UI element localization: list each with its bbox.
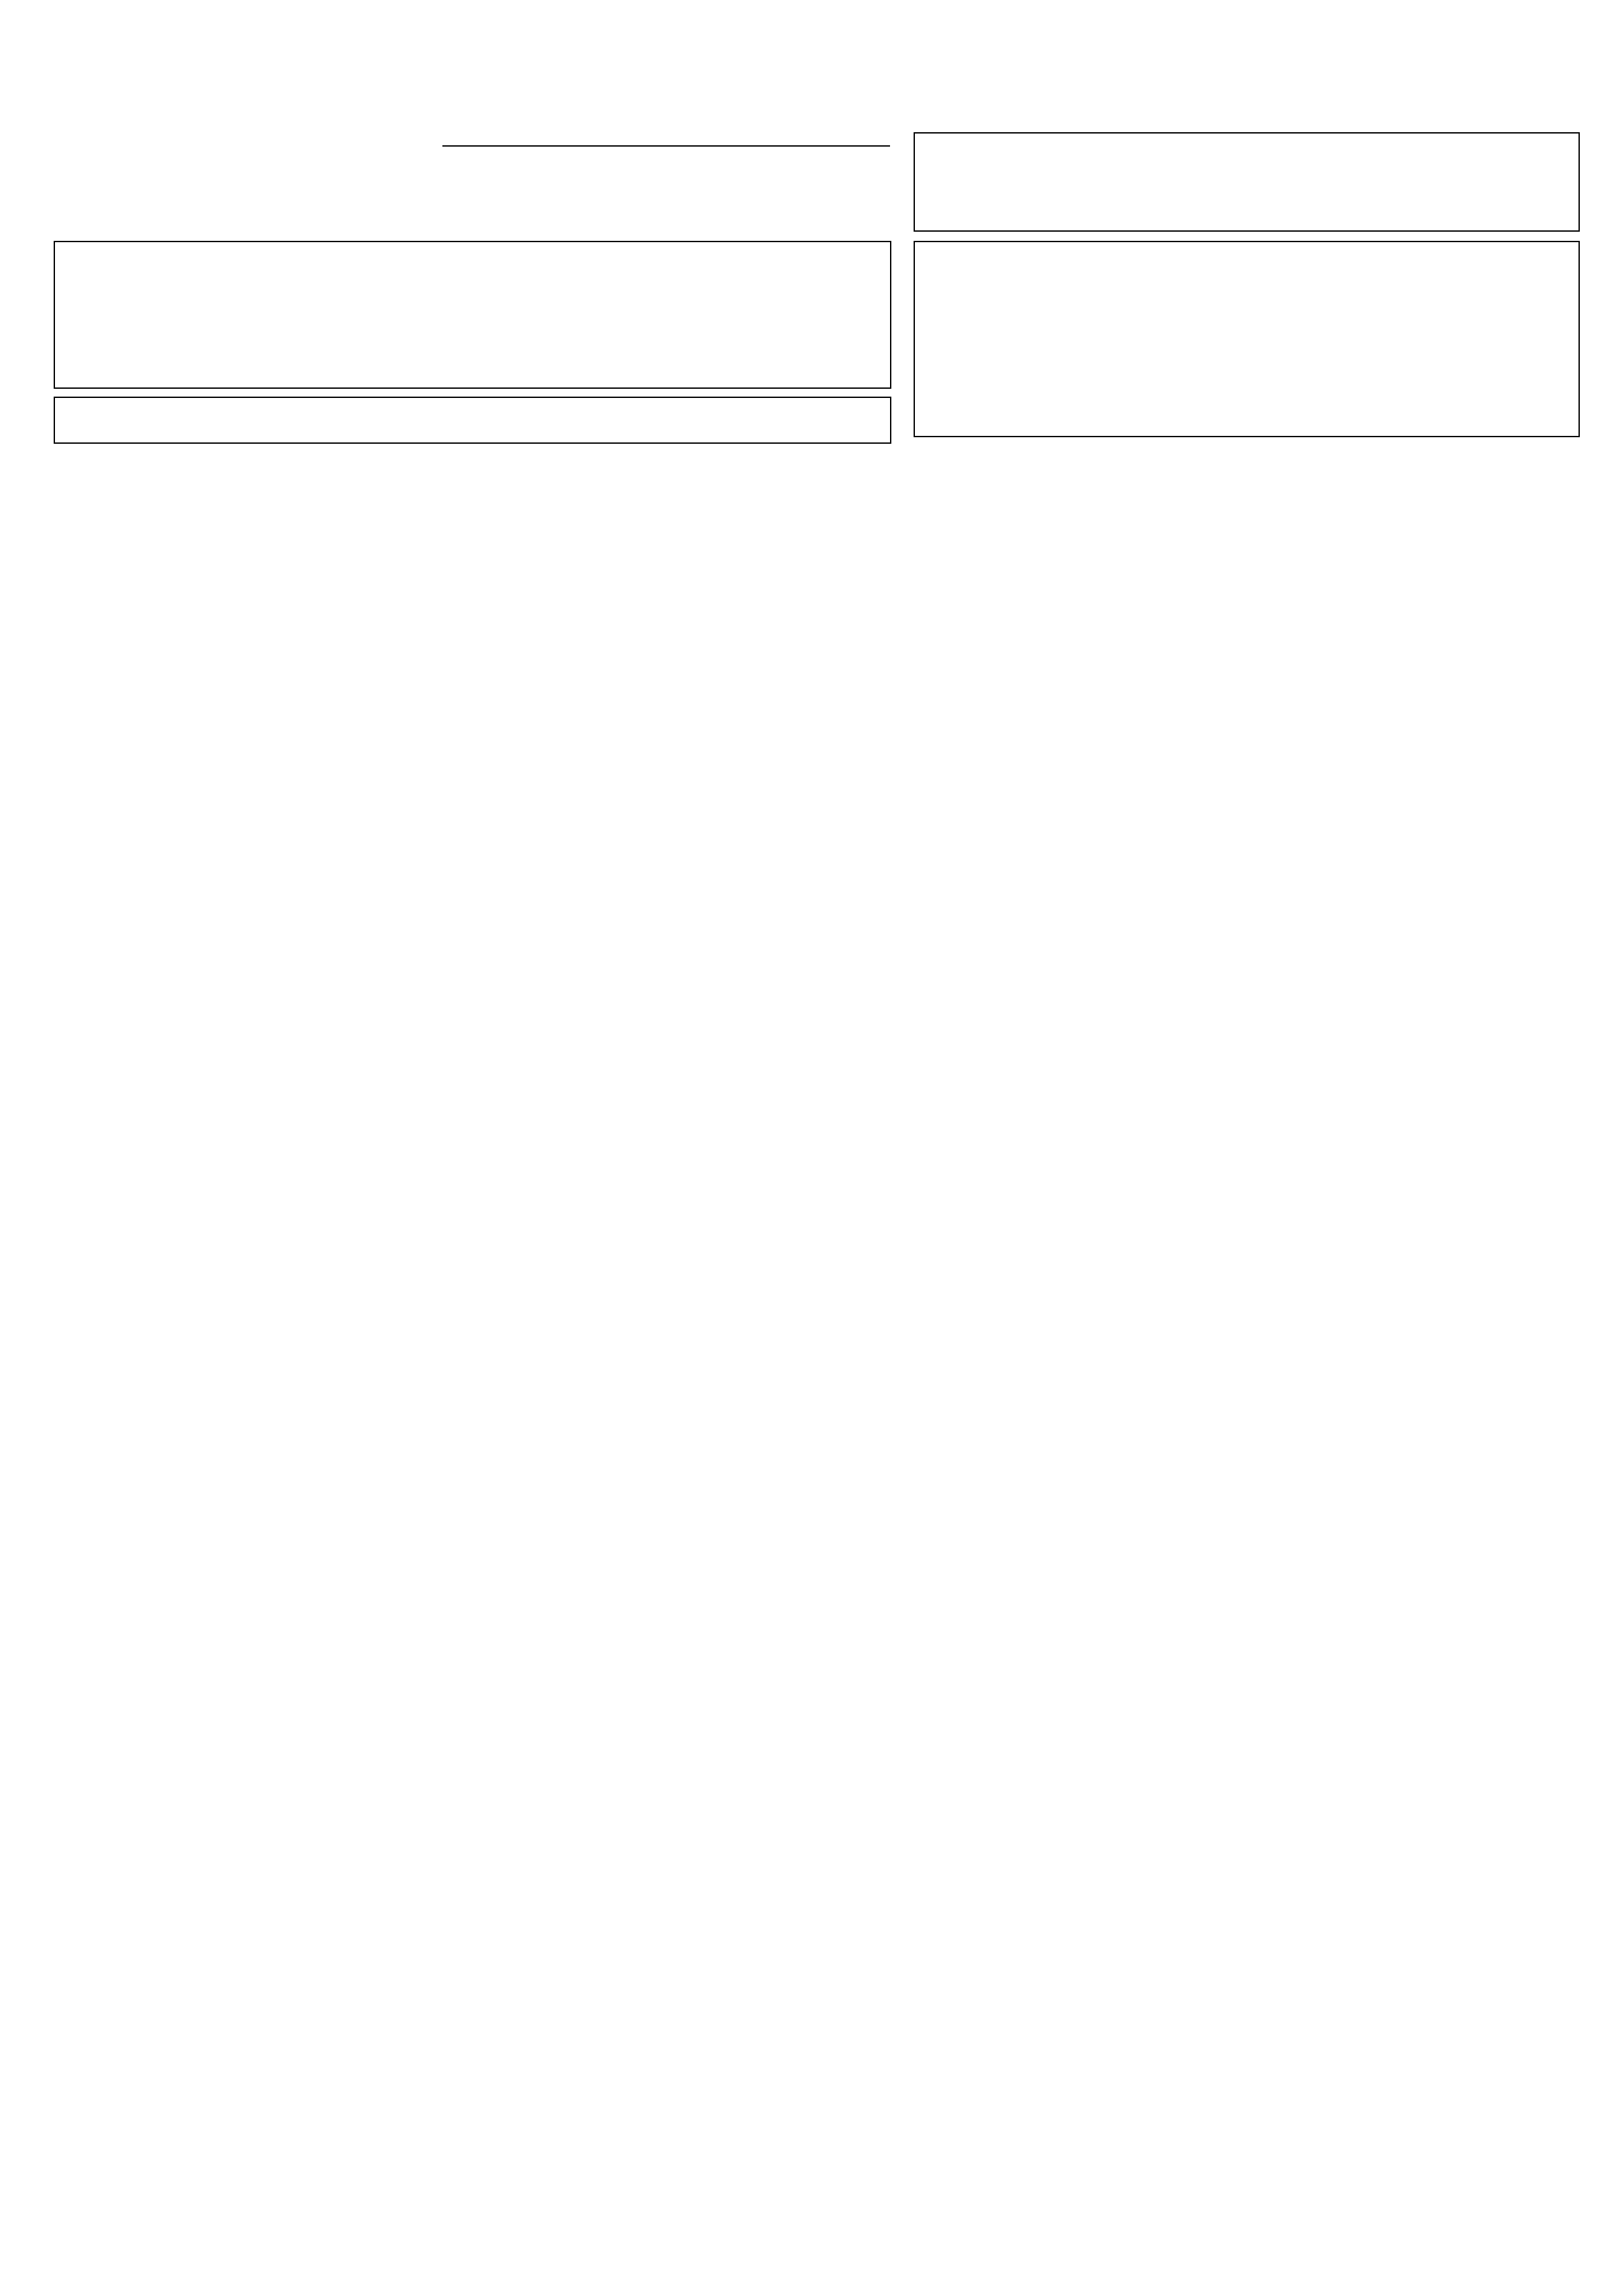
referee-box [54, 397, 891, 444]
match-info [54, 241, 891, 389]
sets-table [914, 241, 1580, 437]
score-box [914, 132, 1580, 232]
